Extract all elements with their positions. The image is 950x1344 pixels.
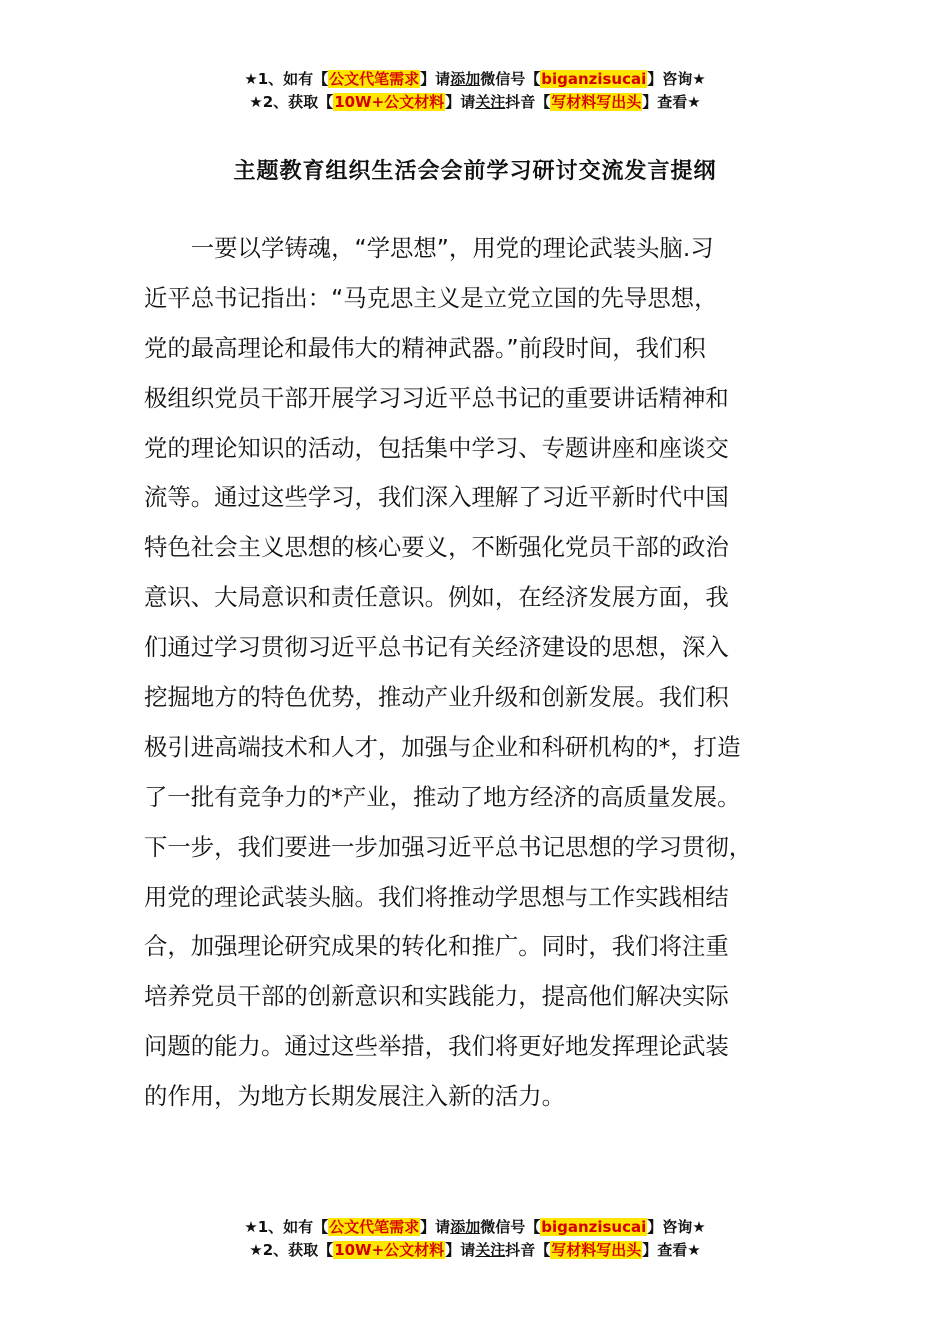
- footer-promo: [0, 1216, 950, 1262]
- promo-text: 】请: [445, 93, 476, 111]
- body-line: 近平总书记指出：“马克思主义是立党立国的先导思想，: [144, 283, 718, 312]
- body-line: 流等。通过这些学习，我们深入理解了习近平新时代中国: [144, 483, 729, 512]
- body-line: 们通过学习贯彻习近平总书记有关经济建设的思想，深入: [144, 633, 729, 662]
- promo-line-1: [0, 1216, 950, 1239]
- promo-text: 】咨询★: [647, 70, 706, 88]
- promo-underlined: 关注: [475, 1241, 506, 1259]
- promo-text: ★1、如有【: [244, 1218, 329, 1236]
- promo-highlight: biganzisucai: [541, 70, 647, 88]
- promo-text: 】请: [420, 70, 451, 88]
- promo-text: 】查看★: [642, 93, 701, 111]
- body-line: 问题的能力。通过这些举措，我们将更好地发挥理论武装: [144, 1032, 729, 1061]
- body-line: 下一步，我们要进一步加强习近平总书记思想的学习贯彻，: [144, 832, 753, 861]
- promo-highlight: 写材料写出头: [551, 1241, 642, 1259]
- promo-line-2: [0, 91, 950, 114]
- promo-line-2: [0, 1239, 950, 1262]
- promo-highlight: biganzisucai: [541, 1218, 647, 1236]
- promo-underlined: 添加: [450, 1218, 481, 1236]
- promo-text: 微信号【: [480, 70, 541, 88]
- body-line: 党的最高理论和最伟大的精神武器。”前段时间，我们积: [144, 333, 706, 362]
- promo-text: ★1、如有【: [244, 70, 329, 88]
- promo-underlined: 添加: [450, 70, 481, 88]
- promo-text: 抖音【: [505, 1241, 551, 1259]
- promo-highlight: 写材料写出头: [551, 93, 642, 111]
- body-line: 用党的理论武装头脑。我们将推动学思想与工作实践相结: [144, 882, 729, 911]
- body-line: 特色社会主义思想的核心要义，不断强化党员干部的政治: [144, 533, 729, 562]
- promo-text: 】查看★: [642, 1241, 701, 1259]
- body-line: 挖掘地方的特色优势，推动产业升级和创新发展。我们积: [144, 683, 729, 712]
- body-line: 合，加强理论研究成果的转化和推广。同时，我们将注重: [144, 932, 729, 961]
- promo-text: 抖音【: [505, 93, 551, 111]
- document-body: [144, 224, 806, 1122]
- promo-text: ★2、获取【: [249, 1241, 334, 1259]
- body-line: 极引进高端技术和人才，加强与企业和科研机构的*，打造: [144, 732, 741, 761]
- promo-text: 微信号【: [480, 1218, 541, 1236]
- promo-text: 】请: [445, 1241, 476, 1259]
- body-line: 党的理论知识的活动，包括集中学习、专题讲座和座谈交: [144, 433, 729, 462]
- promo-text: 】请: [420, 1218, 451, 1236]
- promo-text: ★2、获取【: [249, 93, 334, 111]
- promo-line-1: [0, 68, 950, 91]
- promo-highlight: 10W+公文材料: [334, 93, 445, 111]
- body-line: 的作用，为地方长期发展注入新的活力。: [144, 1082, 566, 1111]
- promo-highlight: 公文代笔需求: [329, 1218, 420, 1236]
- body-line: 极组织党员干部开展学习习近平总书记的重要讲话精神和: [144, 383, 729, 412]
- body-line: 一要以学铸魂，“学思想”，用党的理论武装头脑.习: [144, 234, 714, 262]
- promo-highlight: 10W+公文材料: [334, 1241, 445, 1259]
- promo-text: 】咨询★: [647, 1218, 706, 1236]
- header-promo: [0, 68, 950, 114]
- document-title: 主题教育组织生活会会前学习研讨交流发言提纲: [233, 159, 717, 184]
- body-line: 培养党员干部的创新意识和实践能力，提高他们解决实际: [144, 982, 729, 1011]
- promo-highlight: 公文代笔需求: [329, 70, 420, 88]
- promo-underlined: 关注: [475, 93, 506, 111]
- body-line: 意识、大局意识和责任意识。例如，在经济发展方面，我: [144, 583, 729, 612]
- body-line: 了一批有竞争力的*产业，推动了地方经济的高质量发展。: [144, 782, 741, 811]
